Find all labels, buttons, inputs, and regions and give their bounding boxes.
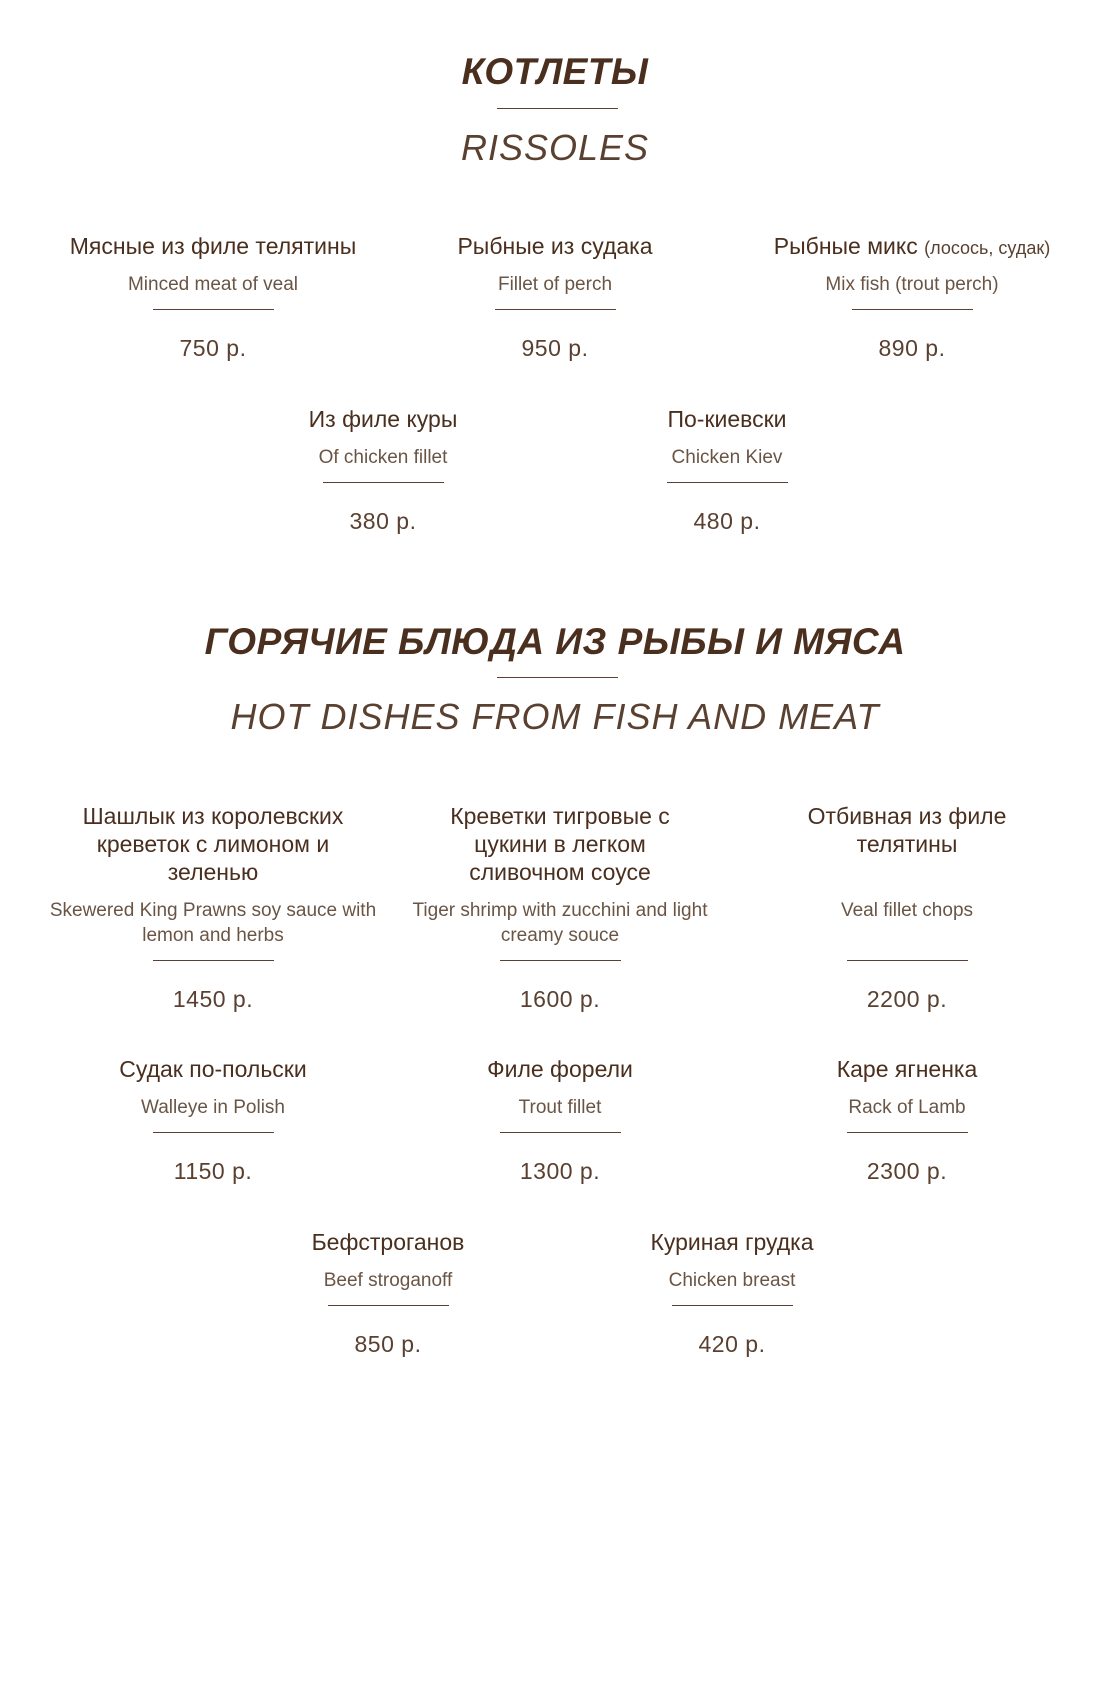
item-divider	[500, 1132, 621, 1133]
item-divider	[847, 1132, 968, 1133]
item-name: Отбивная из филе телятины	[807, 803, 1007, 857]
item-price: 750 р.	[179, 335, 247, 361]
item-name: Бефстроганов	[311, 1229, 465, 1255]
item-description: Trout fillet	[518, 1097, 602, 1118]
item-name: Филе форели	[487, 1056, 633, 1082]
item-divider	[323, 482, 444, 483]
menu-item	[390, 802, 730, 1013]
item-price: 950 р.	[521, 335, 589, 361]
item-name: Мясные из филе телятины	[69, 233, 357, 259]
section-subtitle-hot-dishes: HOT DISHES FROM FISH AND MEAT	[230, 696, 880, 737]
item-note: (лосось, судак)	[924, 238, 1051, 258]
item-price: 1450 р.	[172, 986, 254, 1012]
menu-item	[43, 232, 383, 362]
item-description: Chicken Kiev	[671, 447, 783, 468]
menu-item	[390, 1055, 730, 1185]
item-name: Из филе куры	[308, 406, 458, 432]
item-price: 2300 р.	[866, 1158, 948, 1184]
menu-item	[43, 1055, 383, 1185]
menu-item	[562, 1228, 902, 1358]
item-description: Fillet of perch	[497, 274, 613, 295]
item-divider	[153, 1132, 274, 1133]
item-description: Veal fillet chops	[840, 900, 974, 921]
menu-item	[737, 802, 1077, 1013]
item-description: Mix fish (trout perch)	[825, 274, 999, 295]
section-subtitle-rissoles: RISSOLES	[460, 127, 650, 168]
item-divider	[500, 960, 621, 961]
menu-item	[213, 405, 553, 535]
item-description: Skewered King Prawns soy sauce with lemon and herbs	[49, 900, 377, 946]
item-description: Of chicken fillet	[318, 447, 448, 468]
item-divider	[153, 309, 274, 310]
item-price: 420 р.	[698, 1331, 766, 1357]
menu-item	[727, 232, 1097, 362]
item-divider	[153, 960, 274, 961]
item-divider	[847, 960, 968, 961]
item-price: 1600 р.	[519, 986, 601, 1012]
item-name: Шашлык из королевских креветок с лимоном и зеленью	[82, 803, 344, 885]
item-name: Рыбные микс (лосось, судак)	[773, 233, 1051, 259]
item-price: 480 р.	[693, 508, 761, 534]
item-description: Tiger shrimp with zucchini and light creamy souce	[412, 900, 708, 946]
item-divider	[672, 1305, 793, 1306]
menu-item	[557, 405, 897, 535]
section-divider	[497, 677, 618, 678]
item-divider	[495, 309, 616, 310]
item-description: Rack of Lamb	[848, 1097, 966, 1118]
menu-item	[385, 232, 725, 362]
menu-item	[43, 802, 383, 1013]
item-description: Walleye in Polish	[141, 1097, 285, 1118]
item-name: По-киевски	[667, 406, 787, 432]
item-name: Рыбные из судака	[457, 233, 653, 259]
item-price: 1300 р.	[519, 1158, 601, 1184]
item-description: Beef stroganoff	[323, 1270, 453, 1291]
section-title-rissoles: КОТЛЕТЫ	[461, 51, 649, 92]
item-price: 890 р.	[878, 335, 946, 361]
item-divider	[667, 482, 788, 483]
item-divider	[852, 309, 973, 310]
menu-item	[737, 1055, 1077, 1185]
item-description: Minced meat of veal	[127, 274, 299, 295]
menu-item	[218, 1228, 558, 1358]
item-price: 2200 р.	[866, 986, 948, 1012]
item-name: Судак по-польски	[119, 1056, 307, 1082]
section-divider	[497, 108, 618, 109]
item-description: Chicken breast	[668, 1270, 796, 1291]
section-title-hot-dishes: ГОРЯЧИЕ БЛЮДА ИЗ РЫБЫ И МЯСА	[204, 621, 906, 662]
item-price: 380 р.	[349, 508, 417, 534]
item-divider	[328, 1305, 449, 1306]
item-price: 1150 р.	[173, 1158, 253, 1184]
item-name: Куриная грудка	[650, 1229, 814, 1255]
item-name: Каре ягненка	[836, 1056, 978, 1082]
item-price: 850 р.	[354, 1331, 422, 1357]
item-name: Креветки тигровые с цукини в легком сливочном соусе	[450, 803, 670, 885]
